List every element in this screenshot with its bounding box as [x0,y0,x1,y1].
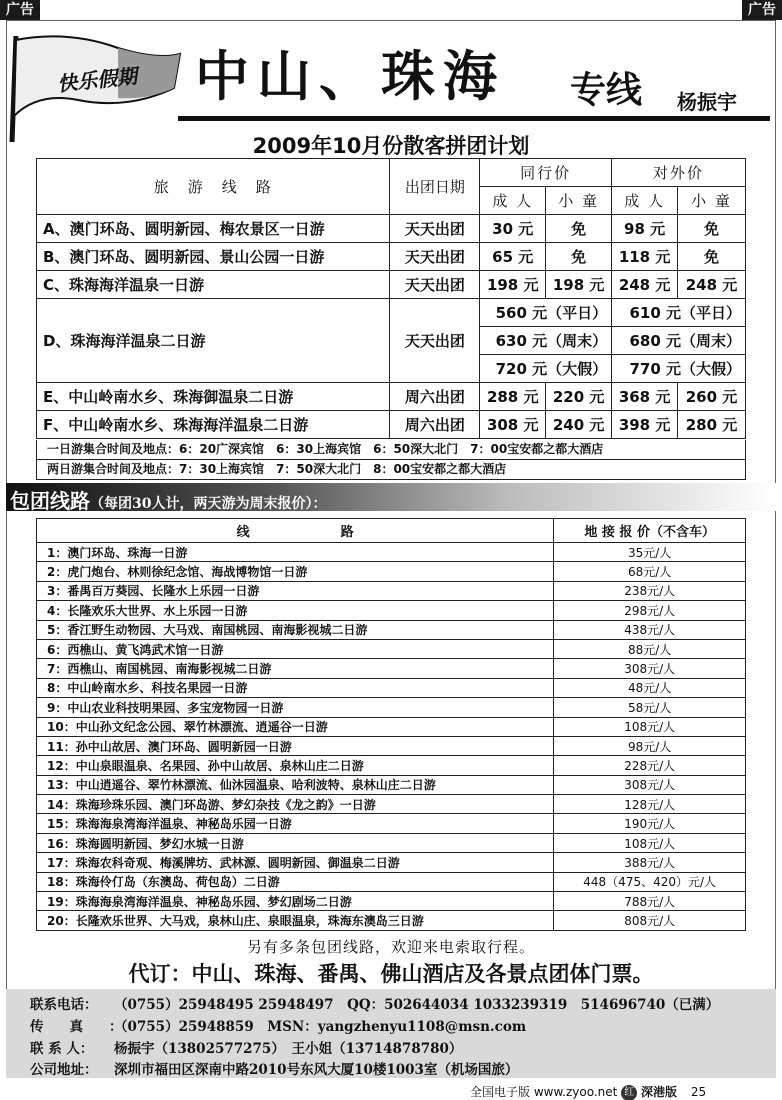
price-cell: 398 元 [612,411,678,439]
table-row [37,271,746,299]
route-cell: 19：珠海海泉湾海洋温泉、神秘岛乐园、梦幻剧场二日游 [37,892,554,911]
person-label: 联 系 人： [30,1041,94,1057]
page-subtitle: 专线 [570,69,643,111]
route-cell: E、中山岭南水乡、珠海御温泉二日游 [37,383,390,411]
price-cell: 免 [678,243,746,271]
price-cell: 308元/人 [554,659,746,678]
route-cell: 9：中山农业科技明果园、多宝宠物园一日游 [37,698,554,717]
page-number: 25 [690,1085,707,1099]
price-cell: 58元/人 [554,698,746,717]
table-row [37,215,746,243]
table-row [37,678,746,697]
price-cell: 260 元 [678,383,746,411]
route-cell: 8：中山岭南水乡、科技名果园一日游 [37,678,554,697]
fax-label: 传真： [30,1019,149,1035]
price-cell: 308 元 [480,411,546,439]
price-cell: 280 元 [678,411,746,439]
route-cell: 20：长隆欢乐世界、大马戏，泉林山庄、泉眼温泉，珠海东澳岛三日游 [37,911,554,930]
route-cell: 4：长隆欢乐大世界、水上乐园一日游 [37,601,554,620]
charter-title-text: 包团线路 [10,489,90,513]
price-cell: 免 [546,243,612,271]
ad-label-right: 广告 [742,0,782,20]
price-cell: 65 元 [480,243,546,271]
route-cell: 5：香江野生动物园、大马戏、南国桃园、南海影视城二日游 [37,620,554,639]
peer-price-header: 同行价 [480,159,612,187]
contact-phone-line [30,993,719,1013]
price-cell: 190元/人 [554,814,746,833]
table-row [37,620,746,639]
fax-value: （0755）25948859 MSN：yangzhenyu1108@msn.com [114,1019,527,1035]
page-footer [470,1083,706,1100]
price-cell: 238元/人 [554,581,746,600]
footer-site-text: 全国电子版 www.zyoo.net [470,1085,618,1099]
price-cell: 98元/人 [554,736,746,755]
route-cell: F、中山岭南水乡、珠海海洋温泉二日游 [37,411,390,439]
adult-header: 成 人 [612,187,678,215]
title-divider [178,116,770,121]
route-cell: 6：西樵山、黄飞鸿武术馆一日游 [37,639,554,658]
route-cell: D、珠海海洋温泉二日游 [37,299,390,383]
table-row [37,717,746,736]
route-cell: 15：珠海海泉湾海洋温泉、神秘岛乐园一日游 [37,814,554,833]
route-header: 线 路 [37,519,554,543]
table-row [37,639,746,658]
price-cell: 248 元 [678,271,746,299]
table-row [37,795,746,814]
child-header: 小 童 [678,187,746,215]
route-cell: 2：虎门炮台、林则徐纪念馆、海战博物馆一日游 [37,562,554,581]
table-row [37,299,746,327]
person-value: 杨振宇（13802577275） 王小姐（13714878780） [114,1041,463,1057]
public-price-header: 对外价 [612,159,746,187]
group-tour-table [36,158,746,439]
price-cell: 438元/人 [554,620,746,639]
route-cell: 17：珠海农科奇观、梅溪牌坊、武林源、圆明新园、御温泉二日游 [37,853,554,872]
date-header: 出团日期 [390,159,480,215]
table-row [37,543,746,562]
price-cell: 298元/人 [554,601,746,620]
flag-text: 快乐假期 [56,63,139,97]
table-row [37,562,746,581]
table-row [37,411,746,439]
ad-label-left: 广告 [0,0,40,20]
route-cell: 7：西樵山、南国桃园、南海影视城二日游 [37,659,554,678]
route-header: 旅 游 线 路 [37,159,390,215]
date-cell: 周六出团 [390,383,480,411]
table-row [37,911,746,930]
child-header: 小 童 [546,187,612,215]
price-cell: 免 [546,215,612,243]
table-row [37,833,746,852]
price-header: 地 接 报 价（不含车） [554,519,746,543]
route-cell: 11：孙中山故居、澳门环岛、圆明新园一日游 [37,736,554,755]
price-cell: 720 元（大假） [480,355,612,383]
adult-header: 成 人 [480,187,546,215]
day-trip-meeting-info: 一日游集合时间及地点：6：20广深宾馆 6：30上海宾馆 6：50深大北门 7：00宝安都之都大酒店 [36,440,746,460]
price-cell: 98 元 [612,215,678,243]
price-cell: 108元/人 [554,717,746,736]
price-cell: 48元/人 [554,678,746,697]
price-cell: 30 元 [480,215,546,243]
page-title: 中山、珠海 [195,44,505,108]
price-cell: 220 元 [546,383,612,411]
table-row [37,814,746,833]
date-cell: 天天出团 [390,299,480,383]
route-cell: 18：珠海伶仃岛（东澳岛、荷包岛）二日游 [37,872,554,891]
phone-label: 联系电话： [30,997,98,1013]
table-row [37,775,746,794]
route-cell: 10：中山孙文纪念公园、翠竹林漂流、逍遥谷一日游 [37,717,554,736]
price-cell: 228元/人 [554,756,746,775]
price-cell: 35元/人 [554,543,746,562]
price-cell: 240 元 [546,411,612,439]
table-row [37,243,746,271]
table-row [37,698,746,717]
publication-logo-icon: 红 [621,1085,637,1100]
price-cell: 448（475、420）元/人 [554,872,746,891]
date-cell: 天天出团 [390,271,480,299]
table-row [37,872,746,891]
route-cell: C、珠海海洋温泉一日游 [37,271,390,299]
price-cell: 610 元（平日） [612,299,746,327]
price-cell: 248 元 [612,271,678,299]
date-cell: 周六出团 [390,411,480,439]
author-name: 杨振宇 [677,90,737,114]
route-cell: A、澳门环岛、圆明新园、梅农景区一日游 [37,215,390,243]
table-row [37,659,746,678]
charter-note: （每团30人计，两天游为周末报价）： [90,496,327,512]
price-cell: 108元/人 [554,833,746,852]
more-routes-note: 另有多条包团线路，欢迎来电索取行程。 [246,938,535,956]
price-cell: 560 元（平日） [480,299,612,327]
price-cell: 788元/人 [554,892,746,911]
address-value: 深圳市福田区深南中路2010号东风大厦10楼1003室（机场国旅） [114,1062,519,1078]
price-cell: 118 元 [612,243,678,271]
price-cell: 808元/人 [554,911,746,930]
price-cell: 308元/人 [554,775,746,794]
price-cell: 免 [678,215,746,243]
table-row [37,581,746,600]
two-day-meeting-info: 两日游集合时间及地点：7：30上海宾馆 7：50深大北门 8：00宝安都之都大酒店 [36,460,746,480]
address-label: 公司地址： [30,1062,98,1078]
price-cell: 88元/人 [554,639,746,658]
route-cell: 16：珠海圆明新园、梦幻水城一日游 [37,833,554,852]
phone-value: （0755）25948495 25948497 QQ：502644034 1033239319 514696740（已满） [114,997,720,1013]
date-cell: 天天出团 [390,215,480,243]
price-cell: 388元/人 [554,853,746,872]
table-header-row [37,519,746,543]
flag-banner [8,30,188,145]
charter-title [10,485,326,514]
route-cell: 14：珠海珍珠乐园、澳门环岛游、梦幻杂技《龙之韵》一日游 [37,795,554,814]
table-row [37,383,746,411]
contact-fax-line [30,1015,526,1035]
edition-label: 深港版 [641,1085,678,1099]
booking-service-note: 代订：中山、珠海、番禺、佛山酒店及各景点团体门票。 [128,962,654,986]
table-header-row [37,159,746,187]
table-row [37,892,746,911]
table-row [37,736,746,755]
price-cell: 630 元（周末） [480,327,612,355]
price-cell: 680 元（周末） [612,327,746,355]
price-cell: 128元/人 [554,795,746,814]
price-cell: 770 元（大假） [612,355,746,383]
contact-address-line [30,1058,518,1078]
route-cell: B、澳门环岛、圆明新园、景山公园一日游 [37,243,390,271]
contact-person-line [30,1037,462,1057]
route-cell: 13：中山逍遥谷、翠竹林漂流、仙沐园温泉、哈利波特、泉林山庄二日游 [37,775,554,794]
price-cell: 198 元 [480,271,546,299]
route-cell: 1：澳门环岛、珠海一日游 [37,543,554,562]
price-cell: 198 元 [546,271,612,299]
charter-route-table [36,518,746,931]
table-row [37,601,746,620]
price-cell: 288 元 [480,383,546,411]
price-cell: 68元/人 [554,562,746,581]
plan-title: 2009年10月份散客拼团计划 [252,134,530,158]
route-cell: 12：中山泉眼温泉、名果园、孙中山故居、泉林山庄二日游 [37,756,554,775]
table-row [37,756,746,775]
route-cell: 3：番禺百万葵园、长隆水上乐园一日游 [37,581,554,600]
price-cell: 368 元 [612,383,678,411]
table-row [37,853,746,872]
date-cell: 天天出团 [390,243,480,271]
